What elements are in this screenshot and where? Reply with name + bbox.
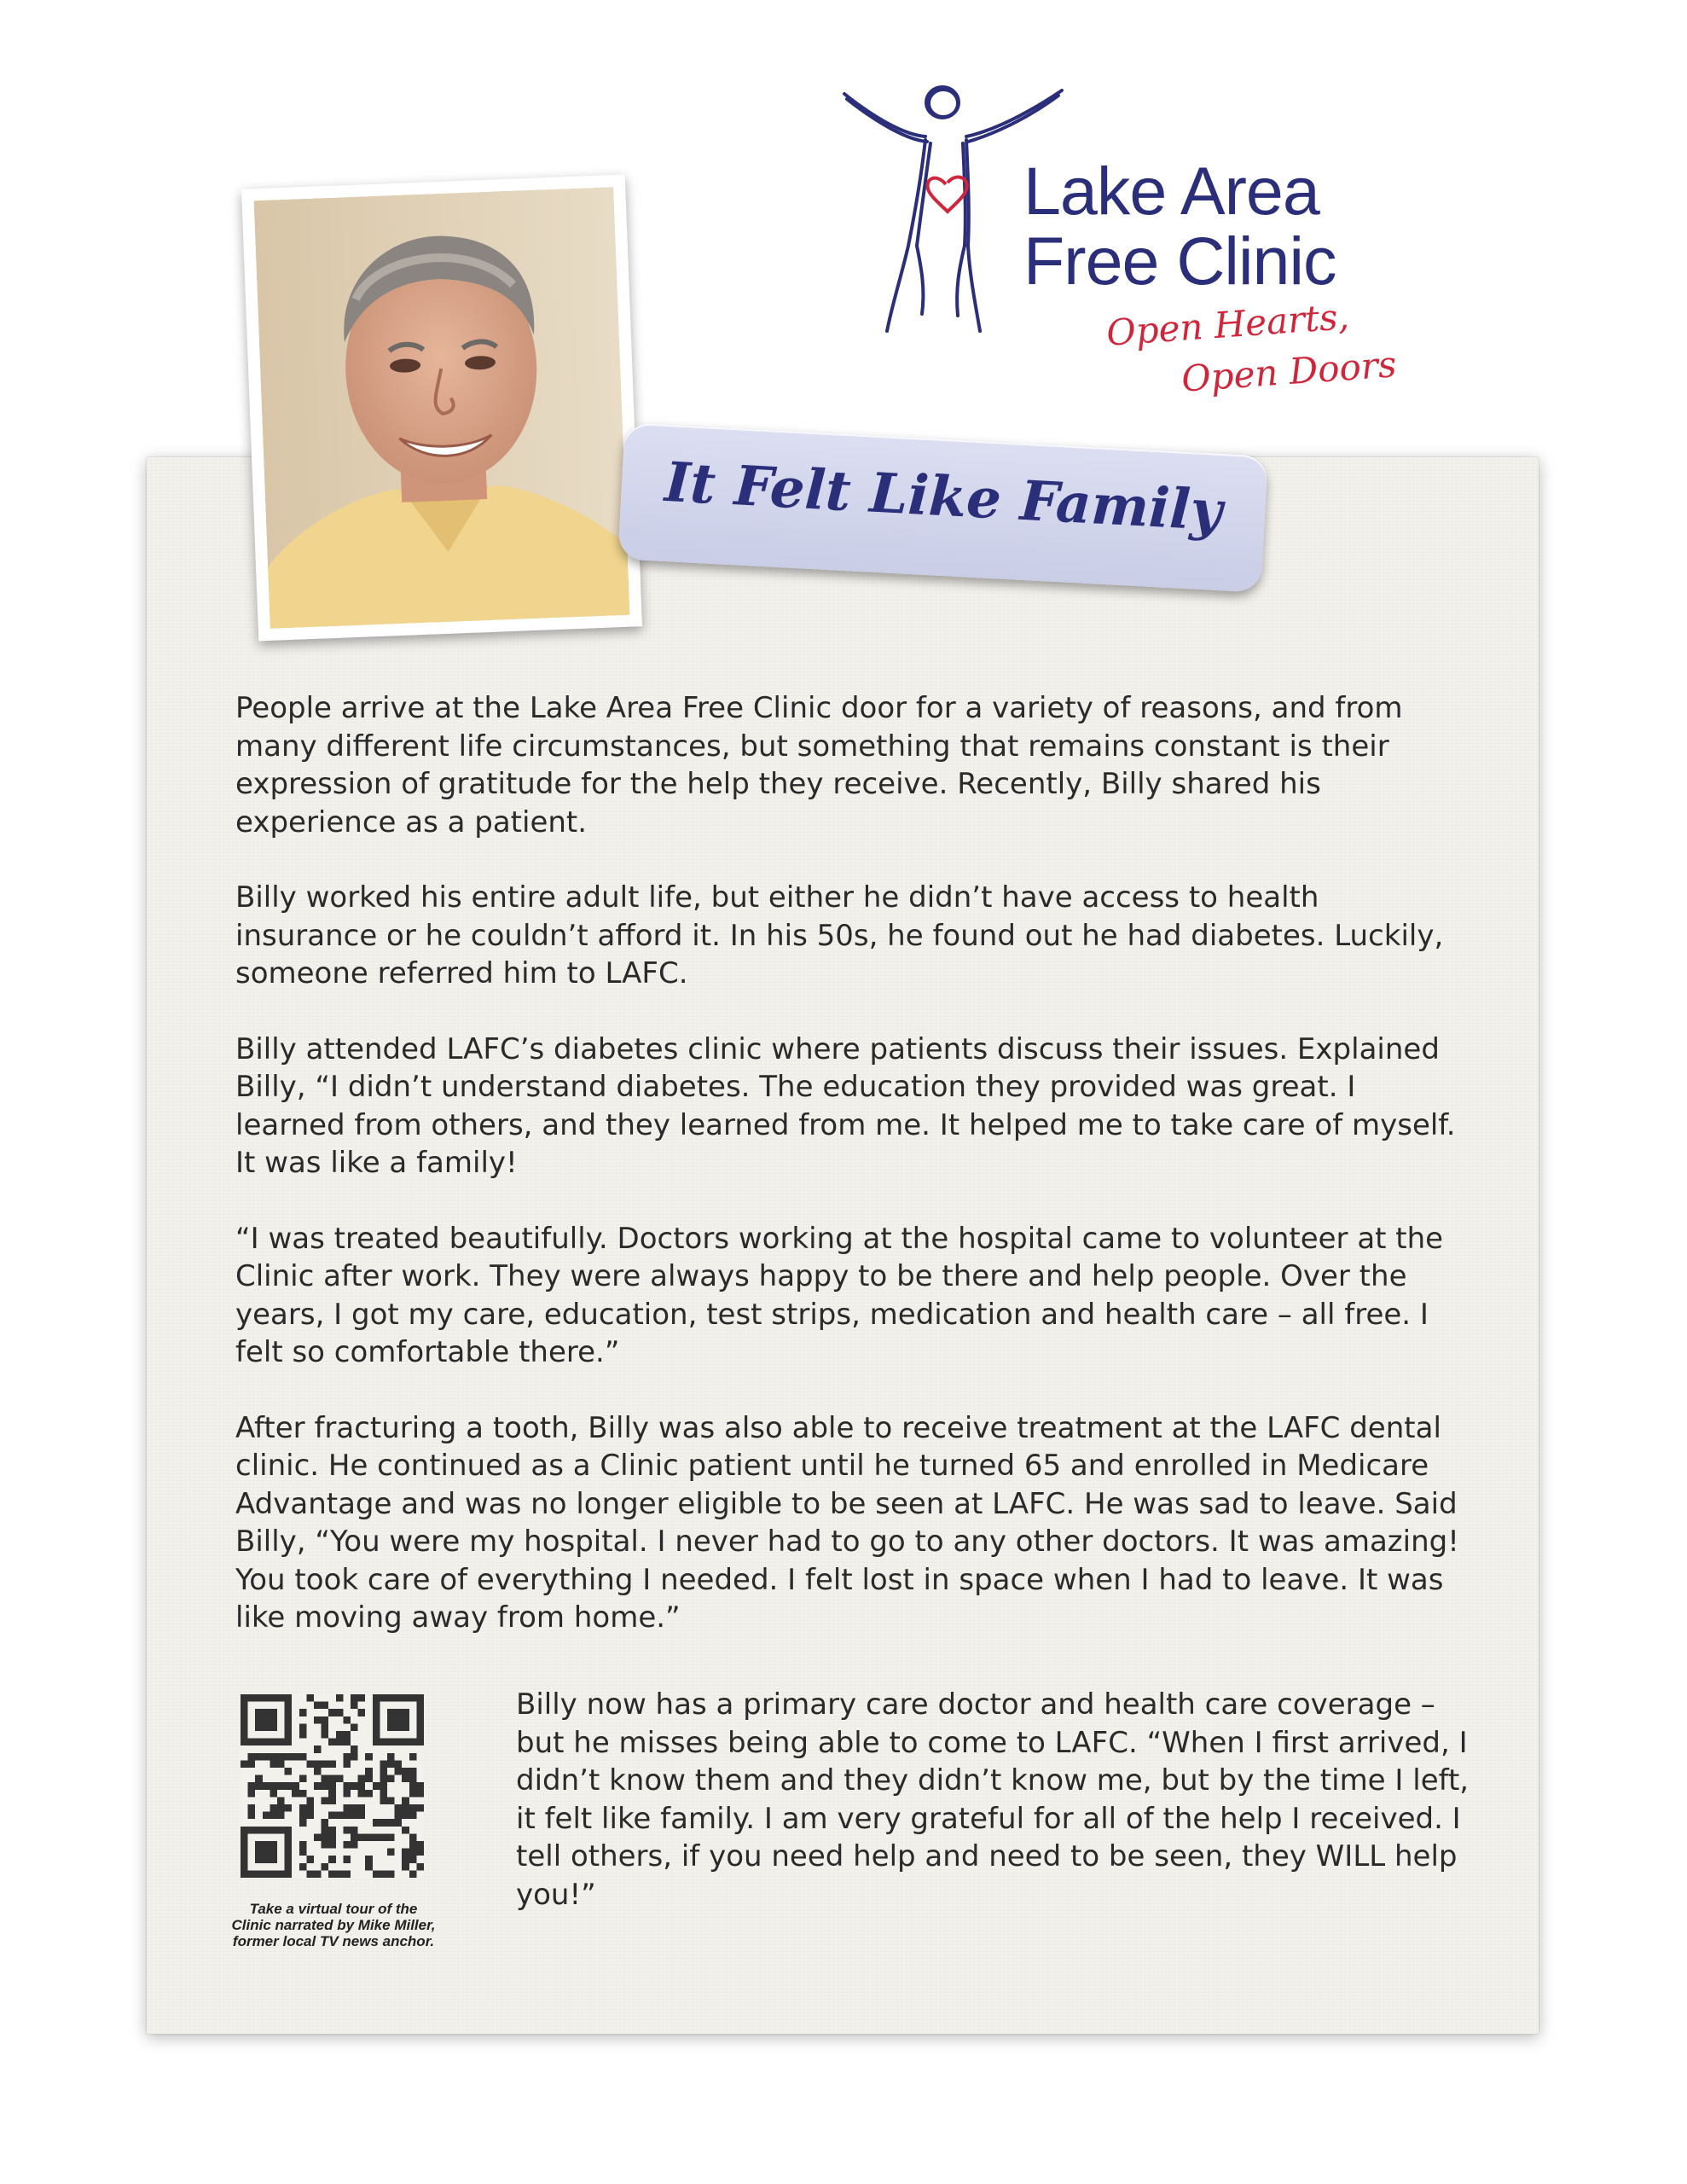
patient-photo-frame [241,175,642,642]
tagline-line1: Open Hearts, [1104,295,1351,354]
virtual-tour-qr-code[interactable] [241,1694,424,1878]
clinic-name-line1: Lake Area [1023,153,1319,229]
tagline-line2: Open Doors [1180,343,1398,400]
paragraph-closing: Billy now has a primary care doctor and health care coverage – but he misses being able to come to LAFC. “When I first arrived, I didn’t know them and they didn’t know me, but by the time I left, it felt like family. I am very grateful for all of the help I received. I tell others, if you need help and need to be seen, they WILL help you!” [516,1687,1470,1912]
paragraph-diabetes-clinic: Billy attended LAFC’s diabetes clinic where patients discuss their issues. Explained Billy, “I didn’t understand diabetes. The education they provided was great. I learned from others, and they learned from me. It helped me to take care of myself. It was like a family! [235,1031,1456,1180]
patient-photo [254,187,630,629]
paragraph-dental: After fracturing a tooth, Billy was also able to receive treatment at the LAFC dental clinic. He continued as a Clinic patient until he turned 65 and enrolled in Medicare Advantage and was no longer eligible to be seen at LAFC. He was sad to leave. Said Billy, “You were my hospital. I never had to go to any other doctors. It was amazing! You took care of everything I needed. I felt lost in space when I had to leave. It was like moving away from home.” [235,1410,1459,1635]
article-body [235,689,1464,1675]
paragraph-treatment: “I was treated beautifully. Doctors working at the hospital came to volunteer at the Clinic after work. They were always happy to be there and help people. Over the years, I got my care, education, test strips, medication and health care – all free. I felt so comfortable there.” [235,1221,1444,1369]
page-title: It Felt Like Family [663,450,1224,544]
paragraph-intro: People arrive at the Lake Area Free Clinic door for a variety of reasons, and from many different life circumstances, but something that remains constant is their expression of gratitude for the help they receive. Recently, Billy shared his experience as a patient. [235,691,1403,839]
man-portrait-image [254,187,630,629]
qr-caption: Take a virtual tour of the Clinic narrated by Mike Miller, former local TV news anchor. [231,1901,436,1949]
paragraph-background: Billy worked his entire adult life, but either he didn’t have access to health insurance or he couldn’t afford it. In his 50s, he found out he had diabetes. Luckily, someone referred him to LAFC. [235,880,1444,990]
clinic-name [1023,153,1336,299]
clinic-name-line2: Free Clinic [1023,223,1336,299]
clinic-logo [840,84,1403,408]
